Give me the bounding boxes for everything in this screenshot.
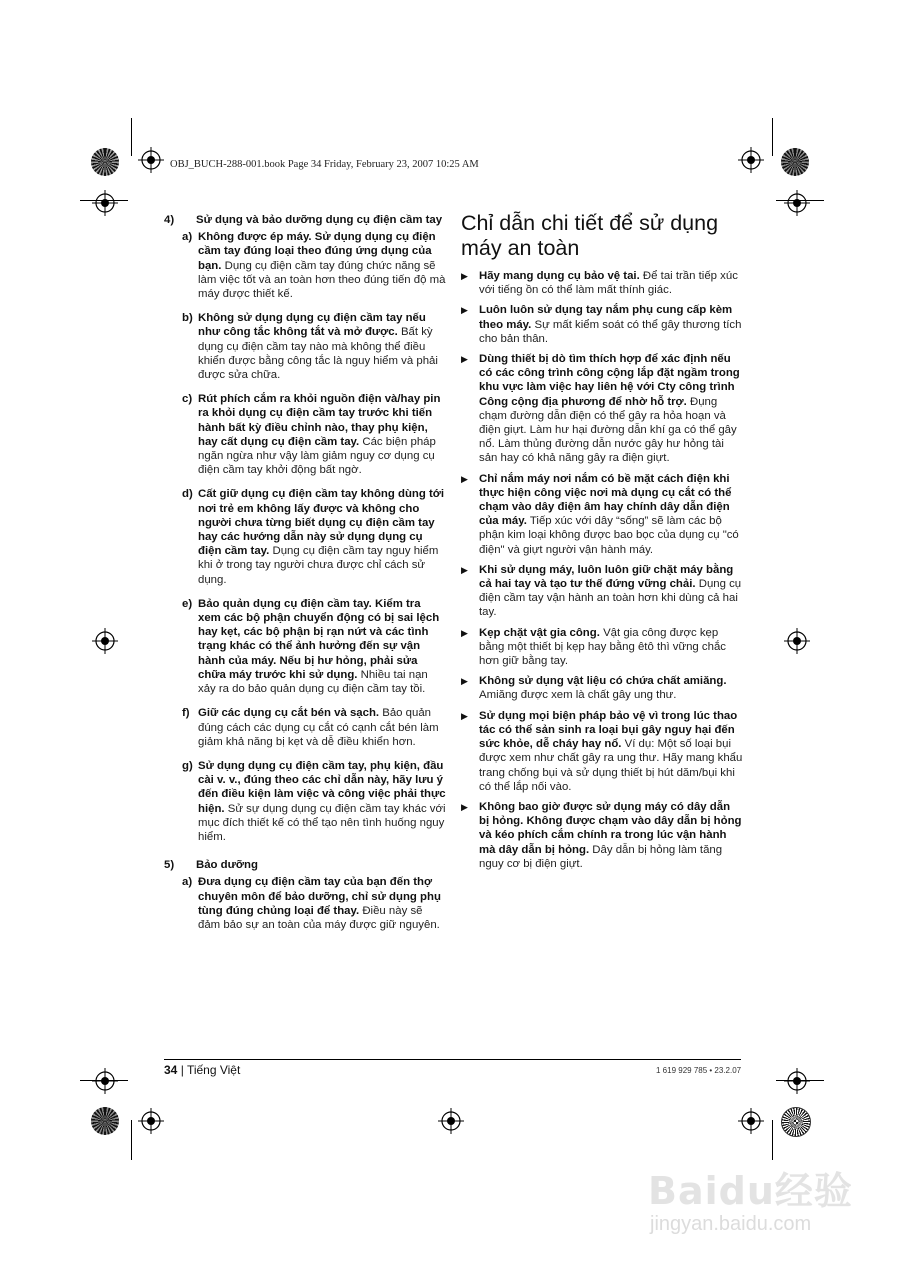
item-bold-text: Luôn luôn sử dụng tay nắm phụ cung cấp kèm theo máy.: [479, 304, 733, 331]
footer-rule: [164, 1059, 741, 1060]
item-bold-text: Bảo quản dụng cụ điện cầm tay. Kiểm tra xem các bộ phận chuyển động có bị sai lệch hay kẹt, các bộ phận bị rạn nứt và các tình trạng khác có thể ảnh hưởng đến sự vận hành của máy. Nếu bị hư hỏng, phải sửa chữa máy trước khi sử dụng.: [198, 597, 440, 681]
item-bold-text: Khi sử dụng máy, luôn luôn giữ chặt máy bằng cả hai tay và tạo tư thế đứng vững chải.: [479, 563, 734, 591]
list-item: [182, 392, 446, 477]
crosshair-circle-icon: [784, 628, 810, 654]
item-bold-text: Sử dụng mọi biện pháp bảo vệ vì trong lúc thao tác có thể sản sinh ra loại bụi gây nguy hại đến sức khỏe, dễ cháy hay nổ.: [479, 709, 738, 751]
item-bold-text: Giữ các dụng cụ cắt bén và sạch.: [198, 707, 380, 720]
page-title: Chỉ dẫn chi tiết để sử dụng máy an toàn: [461, 211, 719, 260]
list-item: [182, 875, 446, 932]
item-letter: a): [182, 876, 193, 889]
item-text: Điều này sẽ đảm bảo sự an toàn của máy được giữ nguyên.: [198, 904, 440, 931]
item-text: Sử sự dụng dụng cụ điện cầm tay khác với mục đích thiết kế có thể tạo nên tình huống nguy hiểm.: [198, 802, 446, 843]
radial-sunburst-icon: [91, 1107, 119, 1135]
radial-sunburst-icon: [91, 148, 119, 176]
list-item: [461, 626, 743, 669]
list-item: [461, 303, 743, 346]
item-text: Dụng cụ điện cầm tay vận hành an toàn hơn khi dùng cả hai tay.: [479, 578, 742, 619]
item-letter: a): [182, 231, 193, 244]
crop-mark: [772, 118, 773, 156]
item-bold-text: Cất giữ dụng cụ điện cầm tay không dùng tới nơi trẻ em không lấy được và không cho người chưa từng biết dụng cụ điện cầm tay hay các hướng dẫn này sử dụng dụng cụ điện cầm tay.: [198, 488, 445, 558]
crop-mark: [131, 118, 132, 156]
item-bold-text: Không sử dụng dụng cụ điện cầm tay nếu như công tắc không tắt và mở được.: [198, 312, 426, 339]
right-column: [461, 211, 743, 877]
item-text: Ví dụ: Một số loại bụi được xem như chất gây ra ung thư. Hãy mang khẩu trang chống bụi và sử dụng thiết bị hút dăm/bụi khi có thể lắp nối vào.: [479, 738, 743, 793]
item-text: Sự mất kiểm soát có thể gây thương tích cho bản thân.: [479, 318, 742, 345]
item-text: Để tai trần tiếp xúc với tiếng ồn có thể làm mất thính giác.: [479, 270, 738, 297]
list-item: [182, 759, 446, 844]
crosshair-circle-icon: [784, 1068, 810, 1094]
list-item: [461, 800, 743, 871]
watermark-url: jingyan.baidu.com: [650, 1213, 812, 1235]
print-header-line: OBJ_BUCH-288-001.book Page 34 Friday, February 23, 2007 10:25 AM: [170, 159, 479, 170]
list-item: [461, 269, 743, 297]
item-text: Bảo quản đúng cách các dụng cụ cắt có cạnh cắt bén làm giảm khả năng bị kẹt và dễ điều khiển hơn.: [198, 707, 439, 748]
item-text: Dụng cụ điện cầm tay nguy hiểm khi ở trong tay người chưa được chỉ cách sử dụng.: [198, 545, 439, 586]
item-bold-text: Rút phích cắm ra khỏi nguồn điện và/hay pin ra khỏi dụng cụ điện cầm tay trước khi tiến hành bất kỳ điều chỉnh nào, thay phụ kiện, hay cất dụng cụ điện cầm tay.: [198, 393, 441, 448]
list-item: [182, 597, 446, 696]
triangle-right-icon: ▶: [461, 271, 468, 281]
document-code: 1 619 929 785 • 23.2.07: [656, 1066, 742, 1075]
section-title: Sử dụng và bảo dưỡng dụng cụ điện cầm tay: [196, 214, 443, 226]
item-bold-text: Không được ép máy. Sử dụng dụng cụ điện cầm tay đúng loại theo đúng ứng dụng của bạn.: [198, 231, 436, 272]
item-bold-text: Không sử dụng vật liệu có chứa chất amiăng.: [479, 675, 727, 688]
list-item: [461, 563, 743, 620]
crosshair-circle-icon: [438, 1108, 464, 1134]
item-bold-text: Sử dụng dụng cụ điện cầm tay, phụ kiện, đầu cài v. v., đúng theo các chỉ dẫn này, hãy lưu ý đến điều kiện làm việc và công việc phải thực hiện.: [198, 759, 446, 815]
item-text: Đụng chạm đường dẫn điện có thể gây ra hỏa hoạn và điện giựt. Làm hư hại đường dẫn khí ga có thể gây nổ. Làm thủng đường dẫn nước gây hư hỏng tài sản hay có khả năng gây ra điện giựt.: [479, 395, 737, 465]
item-letter: e): [182, 597, 193, 610]
section-service: [164, 858, 446, 932]
triangle-right-icon: ▶: [461, 473, 468, 484]
crosshair-circle-icon: [92, 628, 118, 654]
item-letter: d): [182, 488, 193, 501]
item-bold-text: Đưa dụng cụ điện cầm tay của bạn đến thợ chuyên môn để bảo dưỡng, chỉ sử dụng phụ tùng đúng chủng loại để thay.: [198, 876, 441, 917]
item-text: Vật gia công được kẹp bằng một thiết bị kẹp hay bằng êtô thì vững chắc hơn giữ bằng tay.: [479, 626, 726, 668]
list-item: [461, 472, 743, 557]
crop-mark: [772, 1120, 773, 1160]
item-bold-text: Dùng thiết bị dò tìm thích hợp để xác định nếu có các công trình công cộng lắp đặt ngầm trong khu vực làm việc hay liên hệ với Cty công trình Công cộng địa phương để nhờ hỗ trợ.: [479, 353, 740, 408]
crosshair-circle-icon: [92, 190, 118, 216]
item-letter: g): [182, 759, 193, 772]
radial-sunburst-icon: [781, 1107, 811, 1137]
triangle-right-icon: ▶: [461, 354, 468, 365]
baidu-watermark: Baidu经验: [648, 1169, 853, 1213]
item-letter: b): [182, 312, 193, 325]
section-number: 5): [164, 859, 175, 872]
list-item: [461, 674, 743, 702]
footer-page-label: [164, 1063, 240, 1077]
list-item: [461, 709, 743, 794]
item-text: Amiăng được xem là chất gây ung thư.: [479, 689, 677, 702]
item-text: Dụng cụ điện cầm tay đúng chức năng sẽ làm việc tốt và an toàn hơn theo đúng tiến độ mà máy được thiết kế.: [198, 259, 446, 301]
item-text: Dây dẫn bị hỏng làm tăng nguy cơ bị điện giựt.: [479, 843, 723, 870]
list-item: [461, 352, 743, 466]
triangle-right-icon: ▶: [461, 801, 468, 812]
list-item: [182, 311, 446, 382]
list-item: [182, 487, 446, 586]
footer-language: Tiếng Việt: [186, 1063, 241, 1077]
crosshair-circle-icon: [138, 1108, 164, 1134]
triangle-right-icon: ▶: [461, 564, 468, 575]
crosshair-circle-icon: [738, 1108, 764, 1134]
triangle-right-icon: ▶: [461, 676, 468, 687]
item-letter: c): [182, 393, 193, 406]
item-text: Tiếp xúc với dây “sống” sẽ làm các bộ phận kim loại không được bao bọc của dụng cụ "có điện" và giựt người vận hành máy.: [479, 515, 739, 556]
item-bold-text: Không bao giờ được sử dụng máy có dây dẫn bị hỏng. Không được chạm vào dây dẫn bị hỏng và kéo phích cắm chính ra trong lúc vận hành mà dây dẫn bị hỏng.: [479, 800, 742, 856]
item-bold-text: Chỉ nắm máy nơi nắm có bề mặt cách điện khi thực hiện công việc nơi mà dụng cụ cắt có thể chạm vào dây điện âm hay chính dây dẫn điện của máy.: [479, 472, 732, 528]
item-letter: f): [182, 707, 190, 720]
triangle-right-icon: ▶: [461, 305, 468, 316]
crosshair-circle-icon: [784, 190, 810, 216]
list-item: [182, 706, 446, 749]
radial-sunburst-icon: [781, 148, 809, 176]
left-column: [164, 213, 446, 942]
crop-mark: [131, 1120, 132, 1160]
item-text: Các biện pháp ngăn ngừa như vậy làm giảm nguy cơ dụng cụ điện cầm tay khởi động bất ngờ.: [198, 435, 436, 477]
crosshair-circle-icon: [738, 147, 764, 173]
item-text: Bất kỳ dụng cụ điện cầm tay nào mà không thể điều khiển được bằng công tắc là nguy hiểm và phải được sửa chữa.: [198, 326, 438, 382]
item-text: Nhiều tai nạn xảy ra do bảo quản dụng cụ điện cầm tay tồi.: [198, 668, 428, 696]
item-bold-text: Hãy mang dụng cụ bảo vệ tai.: [479, 270, 640, 282]
page-number: 34: [164, 1063, 178, 1077]
triangle-right-icon: ▶: [461, 627, 468, 638]
crosshair-circle-icon: [92, 1068, 118, 1094]
section-use-maintenance: [164, 213, 446, 844]
section-number: 4): [164, 214, 175, 226]
section-title: Bảo dưỡng: [196, 859, 258, 872]
footer-separator: |: [177, 1063, 187, 1077]
list-item: [182, 230, 446, 301]
triangle-right-icon: ▶: [461, 710, 468, 721]
item-bold-text: Kẹp chặt vật gia công.: [479, 626, 600, 639]
crosshair-circle-icon: [138, 147, 164, 173]
